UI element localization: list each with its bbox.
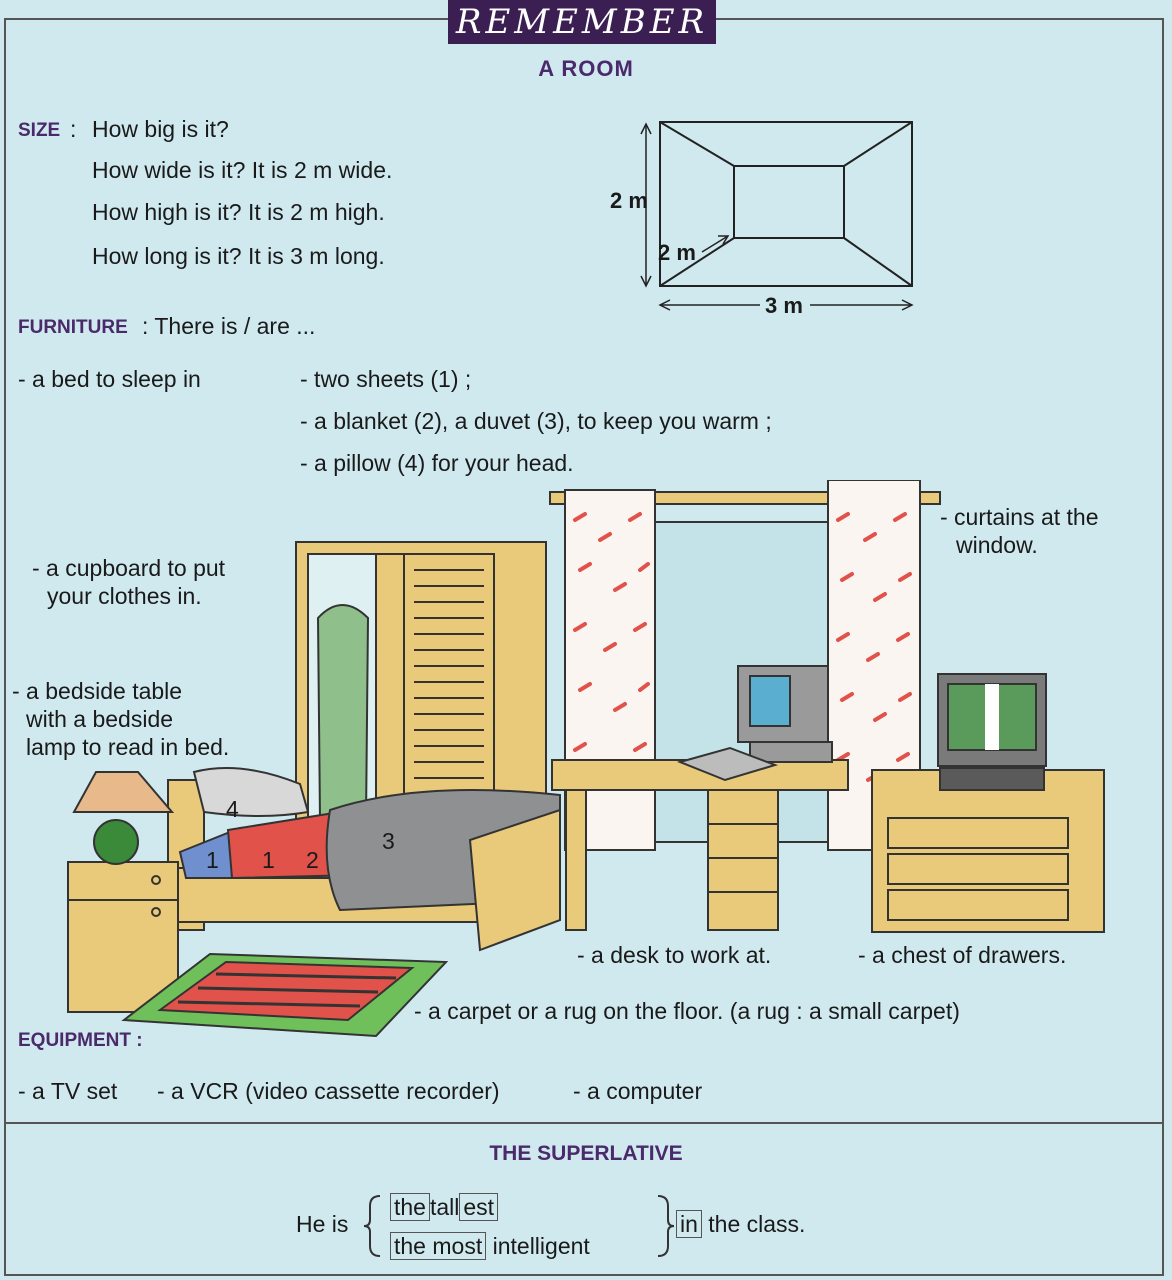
- blanket-number: 2: [306, 847, 319, 873]
- furniture-intro: : There is / are ...: [142, 313, 316, 339]
- intelligent-text: intelligent: [492, 1233, 590, 1259]
- superlative-title: THE SUPERLATIVE: [489, 1142, 683, 1165]
- size-colon: :: [70, 116, 77, 142]
- pillow: [194, 768, 308, 816]
- sheet-number: 1: [262, 847, 275, 873]
- size-line: How wide is it? It is 2 m wide.: [92, 157, 393, 183]
- the-box: the: [390, 1193, 430, 1221]
- chest-caption: - a chest of drawers.: [858, 942, 1067, 968]
- furniture-label: FURNITURE: [18, 317, 128, 338]
- bed-item: - two sheets (1) ;: [300, 366, 472, 392]
- carpet-caption: - a carpet or a rug on the floor. (a rug : a small carpet): [414, 998, 960, 1024]
- diagram-height-label: 2 m: [610, 188, 648, 213]
- equipment-item: - a VCR (video cassette recorder): [157, 1078, 500, 1104]
- est-box: est: [459, 1193, 498, 1221]
- bed-item: - a blanket (2), a duvet (3), to keep you warm ;: [300, 408, 772, 434]
- desk-caption: - a desk to work at.: [577, 942, 772, 968]
- curtains-caption: window.: [956, 532, 1038, 558]
- lamp-shade: [74, 772, 172, 812]
- right-brace: [652, 1194, 676, 1258]
- the-most-box: the most: [390, 1232, 486, 1260]
- equipment-item: - a computer: [573, 1078, 703, 1104]
- equipment-label: EQUIPMENT :: [18, 1030, 143, 1051]
- superlative-ending: [676, 1211, 805, 1238]
- cupboard-caption: your clothes in.: [47, 583, 202, 609]
- superlative-line-1: [390, 1194, 498, 1221]
- bedside-caption: with a bedside: [26, 706, 174, 732]
- page-subtitle: A ROOM: [538, 56, 634, 81]
- size-line: How big is it?: [92, 116, 229, 142]
- cupboard: [296, 542, 546, 832]
- bed-item: - a pillow (4) for your head.: [300, 450, 574, 476]
- page-title: REMEMBER: [448, 0, 716, 44]
- bedside-table: [68, 772, 178, 1012]
- diagram-length-label: 3 m: [765, 293, 803, 318]
- the-class-text: the class.: [708, 1211, 806, 1237]
- duvet-number: 3: [382, 828, 395, 854]
- cupboard-caption: - a cupboard to put: [32, 555, 226, 581]
- superlative-line-2: [390, 1233, 590, 1260]
- in-box: in: [676, 1210, 702, 1238]
- section-divider: [4, 1122, 1164, 1124]
- size-line: How long is it? It is 3 m long.: [92, 243, 385, 269]
- left-brace: [362, 1194, 386, 1258]
- tall-text: tall: [429, 1194, 460, 1220]
- vcr: [940, 768, 1044, 790]
- pillow-number: 4: [226, 796, 239, 822]
- sheet-number: 1: [206, 847, 219, 873]
- room-diagram: [630, 110, 930, 320]
- coat: [318, 605, 368, 820]
- curtains-caption: - curtains at the: [940, 504, 1099, 530]
- diagram-width-label: 2 m: [658, 240, 696, 265]
- bed-text: - a bed to sleep in: [18, 366, 201, 392]
- equipment-item: - a TV set: [18, 1078, 118, 1104]
- size-label: SIZE: [18, 120, 61, 141]
- he-is-text: He is: [296, 1211, 349, 1237]
- lamp-base: [94, 820, 138, 864]
- bedside-caption: - a bedside table: [12, 678, 183, 704]
- size-line: How high is it? It is 2 m high.: [92, 199, 385, 225]
- bedside-caption: lamp to read in bed.: [26, 734, 230, 760]
